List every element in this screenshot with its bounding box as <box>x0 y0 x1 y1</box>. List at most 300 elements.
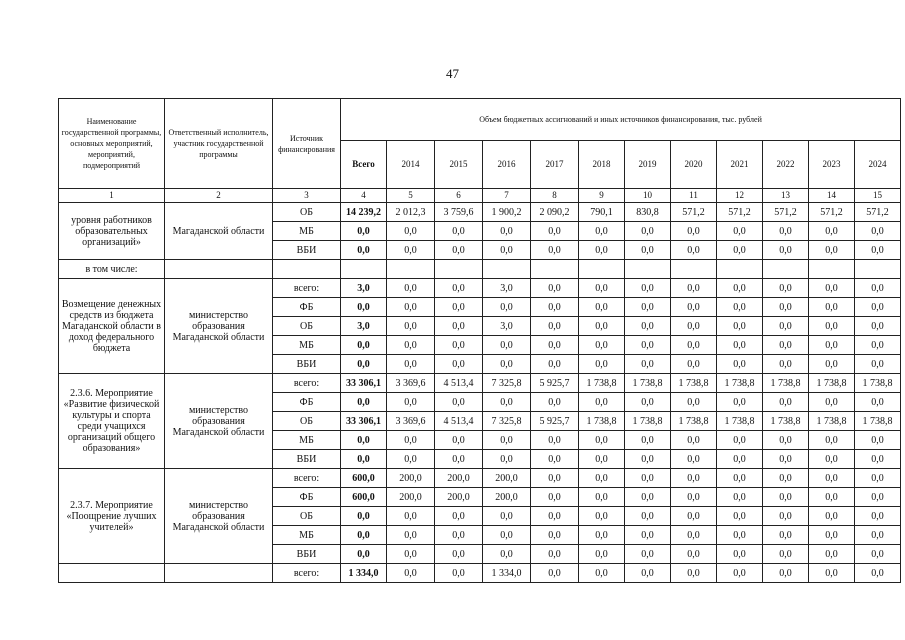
year-value: 0,0 <box>531 507 579 526</box>
row-total: 0,0 <box>341 355 387 374</box>
year-value: 0,0 <box>435 545 483 564</box>
year-value: 1 738,8 <box>579 374 625 393</box>
year-value: 0,0 <box>483 298 531 317</box>
year-value: 0,0 <box>809 279 855 298</box>
year-value: 1 738,8 <box>717 412 763 431</box>
year-value: 0,0 <box>809 526 855 545</box>
year-value: 0,0 <box>579 545 625 564</box>
year-value <box>579 260 625 279</box>
year-value: 200,0 <box>483 488 531 507</box>
funding-source: всего: <box>273 279 341 298</box>
year-value: 1 900,2 <box>483 203 531 222</box>
header-source: Источник финансирования <box>273 99 341 189</box>
row-total: 0,0 <box>341 507 387 526</box>
year-value: 0,0 <box>579 469 625 488</box>
year-value: 571,2 <box>763 203 809 222</box>
budget-table <box>58 98 901 583</box>
year-value: 200,0 <box>483 469 531 488</box>
column-index: 13 <box>763 189 809 203</box>
funding-source: ОБ <box>273 412 341 431</box>
year-value: 1 738,8 <box>717 374 763 393</box>
year-value: 0,0 <box>809 545 855 564</box>
funding-source: ВБИ <box>273 241 341 260</box>
year-value: 0,0 <box>579 393 625 412</box>
year-value: 1 334,0 <box>483 564 531 583</box>
table-row <box>59 469 901 488</box>
row-total: 3,0 <box>341 317 387 336</box>
year-value: 0,0 <box>579 488 625 507</box>
year-value: 0,0 <box>387 336 435 355</box>
year-value: 0,0 <box>531 298 579 317</box>
year-value: 200,0 <box>387 469 435 488</box>
year-value: 0,0 <box>763 564 809 583</box>
year-value: 0,0 <box>671 526 717 545</box>
funding-source: МБ <box>273 336 341 355</box>
table-row <box>59 203 901 222</box>
year-value: 0,0 <box>625 222 671 241</box>
row-total: 0,0 <box>341 298 387 317</box>
year-value: 0,0 <box>717 317 763 336</box>
table-row <box>59 564 901 583</box>
year-value: 0,0 <box>671 279 717 298</box>
year-value: 0,0 <box>671 431 717 450</box>
year-value: 5 925,7 <box>531 374 579 393</box>
table-row <box>59 374 901 393</box>
row-responsible <box>165 564 273 583</box>
year-value: 0,0 <box>671 393 717 412</box>
year-value: 0,0 <box>855 355 901 374</box>
year-value: 0,0 <box>809 241 855 260</box>
header-name: Наименование государственной программы, основных мероприятий, мероприятий, подмероприятий <box>59 99 165 189</box>
year-value: 0,0 <box>625 298 671 317</box>
year-value: 0,0 <box>483 526 531 545</box>
year-value <box>809 260 855 279</box>
year-value: 0,0 <box>531 545 579 564</box>
year-value: 0,0 <box>579 317 625 336</box>
year-value: 0,0 <box>435 279 483 298</box>
column-index: 8 <box>531 189 579 203</box>
funding-source: всего: <box>273 564 341 583</box>
year-value: 0,0 <box>435 564 483 583</box>
year-value: 0,0 <box>671 507 717 526</box>
header-year: 2016 <box>483 141 531 189</box>
year-value: 571,2 <box>809 203 855 222</box>
row-total: 14 239,2 <box>341 203 387 222</box>
year-value: 0,0 <box>855 298 901 317</box>
year-value: 3 759,6 <box>435 203 483 222</box>
year-value: 0,0 <box>531 393 579 412</box>
year-value: 0,0 <box>387 355 435 374</box>
year-value: 0,0 <box>717 279 763 298</box>
row-total: 0,0 <box>341 393 387 412</box>
page-number: 47 <box>446 66 459 81</box>
year-value: 0,0 <box>717 355 763 374</box>
year-value: 0,0 <box>531 526 579 545</box>
year-value: 2 012,3 <box>387 203 435 222</box>
year-value: 0,0 <box>809 488 855 507</box>
year-value: 0,0 <box>625 241 671 260</box>
year-value: 0,0 <box>717 450 763 469</box>
row-responsible <box>165 260 273 279</box>
year-value: 0,0 <box>763 241 809 260</box>
year-value: 0,0 <box>387 222 435 241</box>
year-value: 0,0 <box>435 222 483 241</box>
year-value: 0,0 <box>625 564 671 583</box>
year-value: 0,0 <box>717 222 763 241</box>
year-value: 0,0 <box>579 355 625 374</box>
year-value: 0,0 <box>387 450 435 469</box>
year-value <box>717 260 763 279</box>
row-total: 1 334,0 <box>341 564 387 583</box>
year-value: 0,0 <box>717 526 763 545</box>
column-index: 12 <box>717 189 763 203</box>
year-value: 0,0 <box>855 488 901 507</box>
row-total <box>341 260 387 279</box>
year-value: 0,0 <box>809 393 855 412</box>
funding-source: МБ <box>273 526 341 545</box>
year-value: 0,0 <box>483 393 531 412</box>
funding-source: ВБИ <box>273 545 341 564</box>
year-value: 0,0 <box>855 393 901 412</box>
year-value: 0,0 <box>809 336 855 355</box>
row-total: 0,0 <box>341 450 387 469</box>
year-value: 0,0 <box>763 431 809 450</box>
header-year: 2018 <box>579 141 625 189</box>
year-value <box>855 260 901 279</box>
year-value: 0,0 <box>435 450 483 469</box>
year-value <box>671 260 717 279</box>
year-value <box>387 260 435 279</box>
funding-source: ВБИ <box>273 450 341 469</box>
year-value: 0,0 <box>531 241 579 260</box>
column-index: 4 <box>341 189 387 203</box>
year-value: 0,0 <box>483 222 531 241</box>
row-responsible: министерство образования Магаданской области <box>165 374 273 469</box>
year-value: 0,0 <box>763 336 809 355</box>
year-value: 0,0 <box>855 222 901 241</box>
year-value: 0,0 <box>387 526 435 545</box>
column-index: 5 <box>387 189 435 203</box>
year-value: 0,0 <box>435 298 483 317</box>
year-value: 1 738,8 <box>671 412 717 431</box>
year-value: 0,0 <box>483 336 531 355</box>
year-value: 0,0 <box>483 355 531 374</box>
year-value: 0,0 <box>855 450 901 469</box>
year-value: 3,0 <box>483 279 531 298</box>
column-index: 2 <box>165 189 273 203</box>
year-value: 0,0 <box>435 393 483 412</box>
year-value: 0,0 <box>855 336 901 355</box>
year-value: 1 738,8 <box>855 412 901 431</box>
header-year: 2024 <box>855 141 901 189</box>
year-value: 0,0 <box>763 469 809 488</box>
year-value: 0,0 <box>387 393 435 412</box>
year-value: 200,0 <box>387 488 435 507</box>
header-responsible: Ответственный исполнитель, участник государственной программы <box>165 99 273 189</box>
year-value: 200,0 <box>435 469 483 488</box>
year-value: 0,0 <box>671 564 717 583</box>
year-value: 0,0 <box>809 469 855 488</box>
year-value: 1 738,8 <box>809 374 855 393</box>
year-value: 0,0 <box>435 317 483 336</box>
column-index: 11 <box>671 189 717 203</box>
year-value: 0,0 <box>671 450 717 469</box>
year-value: 1 738,8 <box>625 412 671 431</box>
year-value: 1 738,8 <box>671 374 717 393</box>
year-value: 0,0 <box>579 564 625 583</box>
year-value: 0,0 <box>717 241 763 260</box>
year-value: 571,2 <box>855 203 901 222</box>
row-name: 2.3.7. Мероприятие «Поощрение лучших учителей» <box>59 469 165 564</box>
year-value: 0,0 <box>625 469 671 488</box>
year-value: 0,0 <box>717 336 763 355</box>
row-responsible: министерство образования Магаданской области <box>165 279 273 374</box>
year-value: 0,0 <box>855 564 901 583</box>
year-value: 0,0 <box>717 564 763 583</box>
year-value: 0,0 <box>671 469 717 488</box>
year-value: 0,0 <box>483 450 531 469</box>
year-value: 0,0 <box>483 431 531 450</box>
year-value: 0,0 <box>763 450 809 469</box>
year-value: 1 738,8 <box>809 412 855 431</box>
year-value: 0,0 <box>435 355 483 374</box>
year-value: 0,0 <box>625 317 671 336</box>
funding-source: ОБ <box>273 317 341 336</box>
year-value: 0,0 <box>717 393 763 412</box>
year-value: 1 738,8 <box>763 374 809 393</box>
year-value: 0,0 <box>579 336 625 355</box>
year-value: 0,0 <box>531 317 579 336</box>
year-value: 0,0 <box>717 488 763 507</box>
row-name: уровня работников образовательных организаций» <box>59 203 165 260</box>
year-value: 0,0 <box>855 469 901 488</box>
year-value: 0,0 <box>809 507 855 526</box>
year-value: 0,0 <box>855 317 901 336</box>
year-value: 0,0 <box>717 545 763 564</box>
header-year: 2015 <box>435 141 483 189</box>
year-value: 0,0 <box>809 298 855 317</box>
year-value: 0,0 <box>625 355 671 374</box>
year-value: 1 738,8 <box>579 412 625 431</box>
column-index: 3 <box>273 189 341 203</box>
year-value: 0,0 <box>531 336 579 355</box>
year-value: 0,0 <box>387 507 435 526</box>
row-total: 0,0 <box>341 431 387 450</box>
year-value: 0,0 <box>387 545 435 564</box>
year-value: 0,0 <box>763 545 809 564</box>
year-value: 0,0 <box>531 450 579 469</box>
row-total: 0,0 <box>341 222 387 241</box>
row-total: 600,0 <box>341 469 387 488</box>
funding-source: МБ <box>273 222 341 241</box>
year-value: 0,0 <box>435 526 483 545</box>
year-value: 0,0 <box>579 279 625 298</box>
year-value: 0,0 <box>671 488 717 507</box>
year-value: 0,0 <box>855 526 901 545</box>
funding-source: ВБИ <box>273 355 341 374</box>
year-value: 0,0 <box>671 241 717 260</box>
year-value: 0,0 <box>387 241 435 260</box>
row-responsible: министерство образования Магаданской области <box>165 469 273 564</box>
year-value: 0,0 <box>671 336 717 355</box>
year-value: 0,0 <box>435 431 483 450</box>
year-value: 0,0 <box>579 241 625 260</box>
year-value: 0,0 <box>531 279 579 298</box>
year-value <box>483 260 531 279</box>
year-value: 0,0 <box>579 222 625 241</box>
header-year: 2020 <box>671 141 717 189</box>
column-index: 15 <box>855 189 901 203</box>
year-value: 5 925,7 <box>531 412 579 431</box>
column-index: 6 <box>435 189 483 203</box>
year-value: 0,0 <box>579 298 625 317</box>
year-value: 0,0 <box>579 507 625 526</box>
year-value: 0,0 <box>763 393 809 412</box>
year-value: 571,2 <box>717 203 763 222</box>
year-value <box>625 260 671 279</box>
year-value <box>531 260 579 279</box>
year-value: 0,0 <box>763 222 809 241</box>
year-value: 4 513,4 <box>435 412 483 431</box>
year-value <box>763 260 809 279</box>
year-value: 0,0 <box>435 336 483 355</box>
year-value: 0,0 <box>671 317 717 336</box>
year-value: 0,0 <box>671 355 717 374</box>
year-value: 0,0 <box>763 488 809 507</box>
row-total: 600,0 <box>341 488 387 507</box>
year-value: 0,0 <box>625 393 671 412</box>
year-value: 0,0 <box>483 545 531 564</box>
year-value: 0,0 <box>531 564 579 583</box>
year-value: 0,0 <box>387 317 435 336</box>
funding-source: ФБ <box>273 488 341 507</box>
year-value: 1 738,8 <box>625 374 671 393</box>
header-budget-group: Объем бюджетных ассигнований и иных источников финансирования, тыс. рублей <box>341 99 901 141</box>
row-name: Возмещение денежных средств из бюджета Магаданской области в доход федерального бюджета <box>59 279 165 374</box>
funding-source: всего: <box>273 374 341 393</box>
year-value: 790,1 <box>579 203 625 222</box>
row-total: 0,0 <box>341 526 387 545</box>
column-index: 10 <box>625 189 671 203</box>
funding-source: МБ <box>273 431 341 450</box>
row-total: 0,0 <box>341 336 387 355</box>
year-value: 0,0 <box>483 507 531 526</box>
year-value <box>435 260 483 279</box>
year-value: 0,0 <box>763 298 809 317</box>
year-value: 0,0 <box>763 317 809 336</box>
row-name <box>59 564 165 583</box>
year-value: 4 513,4 <box>435 374 483 393</box>
year-value: 0,0 <box>763 355 809 374</box>
year-value: 0,0 <box>531 469 579 488</box>
funding-source <box>273 260 341 279</box>
row-total: 33 306,1 <box>341 374 387 393</box>
year-value: 0,0 <box>717 298 763 317</box>
header-year: 2022 <box>763 141 809 189</box>
column-index: 1 <box>59 189 165 203</box>
year-value: 0,0 <box>435 507 483 526</box>
year-value: 0,0 <box>717 469 763 488</box>
year-value: 0,0 <box>625 545 671 564</box>
funding-source: ФБ <box>273 298 341 317</box>
header-total: Всего <box>341 141 387 189</box>
year-value: 0,0 <box>435 241 483 260</box>
year-value: 0,0 <box>717 431 763 450</box>
year-value: 0,0 <box>671 298 717 317</box>
year-value: 830,8 <box>625 203 671 222</box>
row-responsible: Магаданской области <box>165 203 273 260</box>
year-value: 2 090,2 <box>531 203 579 222</box>
year-value: 0,0 <box>531 488 579 507</box>
year-value: 0,0 <box>625 336 671 355</box>
column-index: 9 <box>579 189 625 203</box>
year-value: 1 738,8 <box>763 412 809 431</box>
header-year: 2019 <box>625 141 671 189</box>
year-value: 0,0 <box>671 545 717 564</box>
year-value: 0,0 <box>579 526 625 545</box>
year-value: 0,0 <box>809 317 855 336</box>
year-value: 0,0 <box>625 507 671 526</box>
year-value: 7 325,8 <box>483 412 531 431</box>
year-value: 0,0 <box>531 355 579 374</box>
year-value: 0,0 <box>531 222 579 241</box>
row-total: 0,0 <box>341 241 387 260</box>
row-total: 33 306,1 <box>341 412 387 431</box>
column-index: 7 <box>483 189 531 203</box>
year-value: 0,0 <box>809 564 855 583</box>
year-value: 0,0 <box>387 431 435 450</box>
column-index: 14 <box>809 189 855 203</box>
year-value: 200,0 <box>435 488 483 507</box>
year-value: 0,0 <box>625 488 671 507</box>
header-year: 2017 <box>531 141 579 189</box>
year-value: 0,0 <box>717 507 763 526</box>
year-value: 0,0 <box>855 241 901 260</box>
year-value: 0,0 <box>809 355 855 374</box>
funding-source: ОБ <box>273 203 341 222</box>
year-value: 0,0 <box>855 431 901 450</box>
row-name: 2.3.6. Мероприятие «Развитие физической культуры и спорта среди учащихся организаций общего образования» <box>59 374 165 469</box>
year-value: 0,0 <box>855 507 901 526</box>
year-value: 0,0 <box>625 526 671 545</box>
row-total: 3,0 <box>341 279 387 298</box>
year-value: 0,0 <box>579 431 625 450</box>
year-value: 0,0 <box>809 222 855 241</box>
year-value: 0,0 <box>809 450 855 469</box>
funding-source: ОБ <box>273 507 341 526</box>
funding-source: ФБ <box>273 393 341 412</box>
year-value: 3,0 <box>483 317 531 336</box>
year-value: 0,0 <box>483 241 531 260</box>
year-value: 0,0 <box>855 279 901 298</box>
year-value: 0,0 <box>809 431 855 450</box>
table-row <box>59 260 901 279</box>
table-row <box>59 279 901 298</box>
year-value: 0,0 <box>671 222 717 241</box>
year-value: 0,0 <box>387 279 435 298</box>
year-value: 3 369,6 <box>387 374 435 393</box>
year-value: 7 325,8 <box>483 374 531 393</box>
year-value: 0,0 <box>763 526 809 545</box>
year-value: 0,0 <box>625 431 671 450</box>
year-value: 0,0 <box>387 564 435 583</box>
year-value: 0,0 <box>625 450 671 469</box>
year-value: 3 369,6 <box>387 412 435 431</box>
row-name: в том числе: <box>59 260 165 279</box>
header-year: 2023 <box>809 141 855 189</box>
year-value: 0,0 <box>763 279 809 298</box>
year-value: 571,2 <box>671 203 717 222</box>
